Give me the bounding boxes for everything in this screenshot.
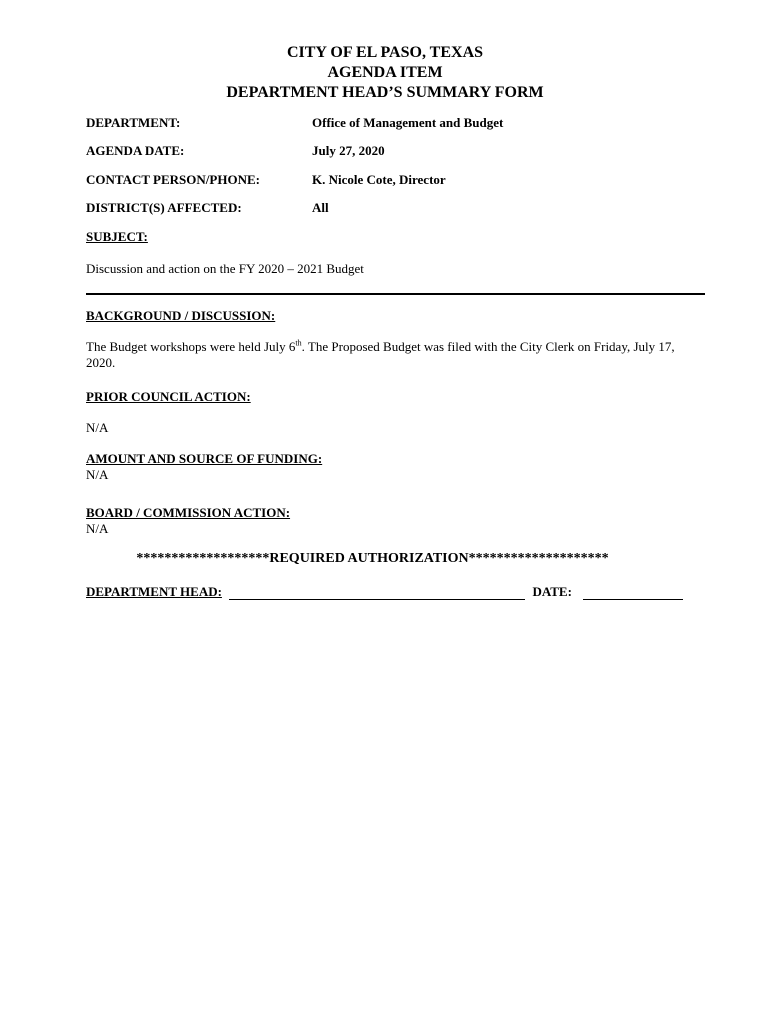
subject-text: Discussion and action on the FY 2020 – 2021 Budget bbox=[86, 261, 364, 276]
districts-row bbox=[86, 200, 329, 216]
prior-council-action-text: N/A bbox=[86, 420, 109, 435]
funding-text: N/A bbox=[86, 467, 109, 482]
required-authorization-banner: *******************REQUIRED AUTHORIZATION******************** bbox=[136, 551, 609, 566]
title-line-city: CITY OF EL PASO, TEXAS bbox=[286, 44, 484, 61]
background-text-superscript: th bbox=[295, 338, 302, 348]
document-title bbox=[0, 43, 770, 103]
background-text-start: The Budget workshops were held July 6 bbox=[86, 339, 296, 354]
contact-label: CONTACT PERSON/PHONE: bbox=[86, 172, 260, 187]
background-heading: BACKGROUND / DISCUSSION: bbox=[86, 308, 276, 323]
agenda-date-value: July 27, 2020 bbox=[312, 143, 385, 158]
subject-heading: SUBJECT: bbox=[86, 229, 148, 244]
prior-council-action-heading: PRIOR COUNCIL ACTION: bbox=[86, 389, 251, 404]
date-label: DATE: bbox=[532, 584, 572, 599]
board-commission-action-heading: BOARD / COMMISSION ACTION: bbox=[86, 505, 291, 520]
department-head-signature-line[interactable] bbox=[229, 587, 525, 600]
department-label: DEPARTMENT: bbox=[86, 115, 181, 130]
department-head-label: DEPARTMENT HEAD: bbox=[86, 584, 222, 599]
title-line-agenda: AGENDA ITEM bbox=[327, 64, 443, 81]
districts-label: DISTRICT(S) AFFECTED: bbox=[86, 200, 242, 215]
section-divider bbox=[86, 293, 705, 295]
department-value: Office of Management and Budget bbox=[312, 115, 504, 130]
signature-row bbox=[86, 584, 683, 600]
background-text bbox=[86, 339, 698, 371]
districts-value: All bbox=[312, 200, 329, 215]
board-commission-action-text: N/A bbox=[86, 521, 109, 536]
background-text-end: . The Proposed Budget was filed with the City Clerk on Friday, July 17, 2020. bbox=[86, 339, 675, 370]
contact-value: K. Nicole Cote, Director bbox=[312, 172, 446, 187]
contact-row bbox=[86, 172, 446, 188]
department-row bbox=[86, 115, 503, 131]
agenda-date-row bbox=[86, 143, 385, 159]
date-signature-line[interactable] bbox=[583, 587, 683, 600]
agenda-date-label: AGENDA DATE: bbox=[86, 143, 185, 158]
funding-heading: AMOUNT AND SOURCE OF FUNDING: bbox=[86, 451, 323, 466]
title-line-form: DEPARTMENT HEAD’S SUMMARY FORM bbox=[226, 84, 544, 101]
